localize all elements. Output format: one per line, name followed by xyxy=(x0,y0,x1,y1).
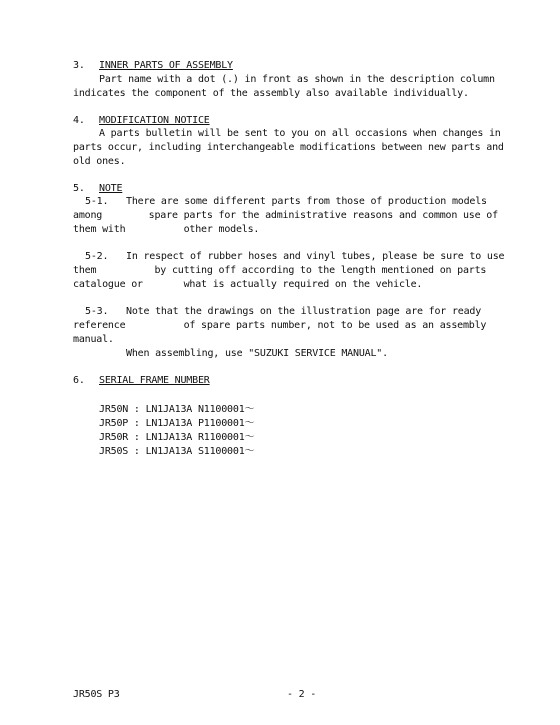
section-4-heading: MODIFICATION NOTICE xyxy=(99,115,210,126)
serial-jr50s: JR50S : LN1JA13A S1100001～ xyxy=(99,446,255,457)
note-5-1-line-1: There are some different parts from those of production models xyxy=(126,196,487,207)
note-5-1-line-2: among spare parts for the administrative reasons and common use of xyxy=(73,210,498,221)
section-6-number: 6. xyxy=(73,375,85,386)
section-5-number: 5. xyxy=(73,183,85,194)
serial-jr50r: JR50R : LN1JA13A R1100001～ xyxy=(99,432,255,443)
serial-jr50p: JR50P : LN1JA13A P1100001～ xyxy=(99,418,255,429)
note-5-3-line-1: Note that the drawings on the illustration page are for ready xyxy=(126,306,482,317)
note-5-3-label: 5-3. xyxy=(85,306,109,317)
serial-jr50n: JR50N : LN1JA13A N1100001～ xyxy=(99,404,255,415)
note-5-3-line-2: reference of spare parts number, not to be used as an assembly xyxy=(73,320,487,331)
page-number: - 2 - xyxy=(287,689,317,700)
section-5-heading: NOTE xyxy=(99,183,123,194)
section-4-number: 4. xyxy=(73,115,85,126)
section-4-line-3: old ones. xyxy=(73,156,126,167)
note-5-2-line-2: them by cutting off according to the length mentioned on parts xyxy=(73,265,487,276)
section-3-line-1: Part name with a dot (.) in front as shown in the description column xyxy=(99,74,495,85)
note-5-1-label: 5-1. xyxy=(85,196,109,207)
section-4-line-1: A parts bulletin will be sent to you on all occasions when changes in xyxy=(99,128,501,139)
note-5-3-line-3: manual. xyxy=(73,334,114,345)
note-5-2-line-3: catalogue or what is actually required on the vehicle. xyxy=(73,279,423,290)
note-5-2-label: 5-2. xyxy=(85,251,109,262)
section-3-line-2: indicates the component of the assembly also available individually. xyxy=(73,88,469,99)
footer-model: JR50S P3 xyxy=(73,689,120,700)
note-5-3-line-4: When assembling, use "SUZUKI SERVICE MANUAL". xyxy=(126,348,388,359)
section-3-number: 3. xyxy=(73,60,85,71)
section-4-line-2: parts occur, including interchangeable modifications between new parts and xyxy=(73,142,504,153)
section-6-heading: SERIAL FRAME NUMBER xyxy=(99,375,210,386)
note-5-1-line-3: them with other models. xyxy=(73,224,260,235)
section-3-heading: INNER PARTS OF ASSEMBLY xyxy=(99,60,233,71)
note-5-2-line-1: In respect of rubber hoses and vinyl tubes, please be sure to use xyxy=(126,251,505,262)
